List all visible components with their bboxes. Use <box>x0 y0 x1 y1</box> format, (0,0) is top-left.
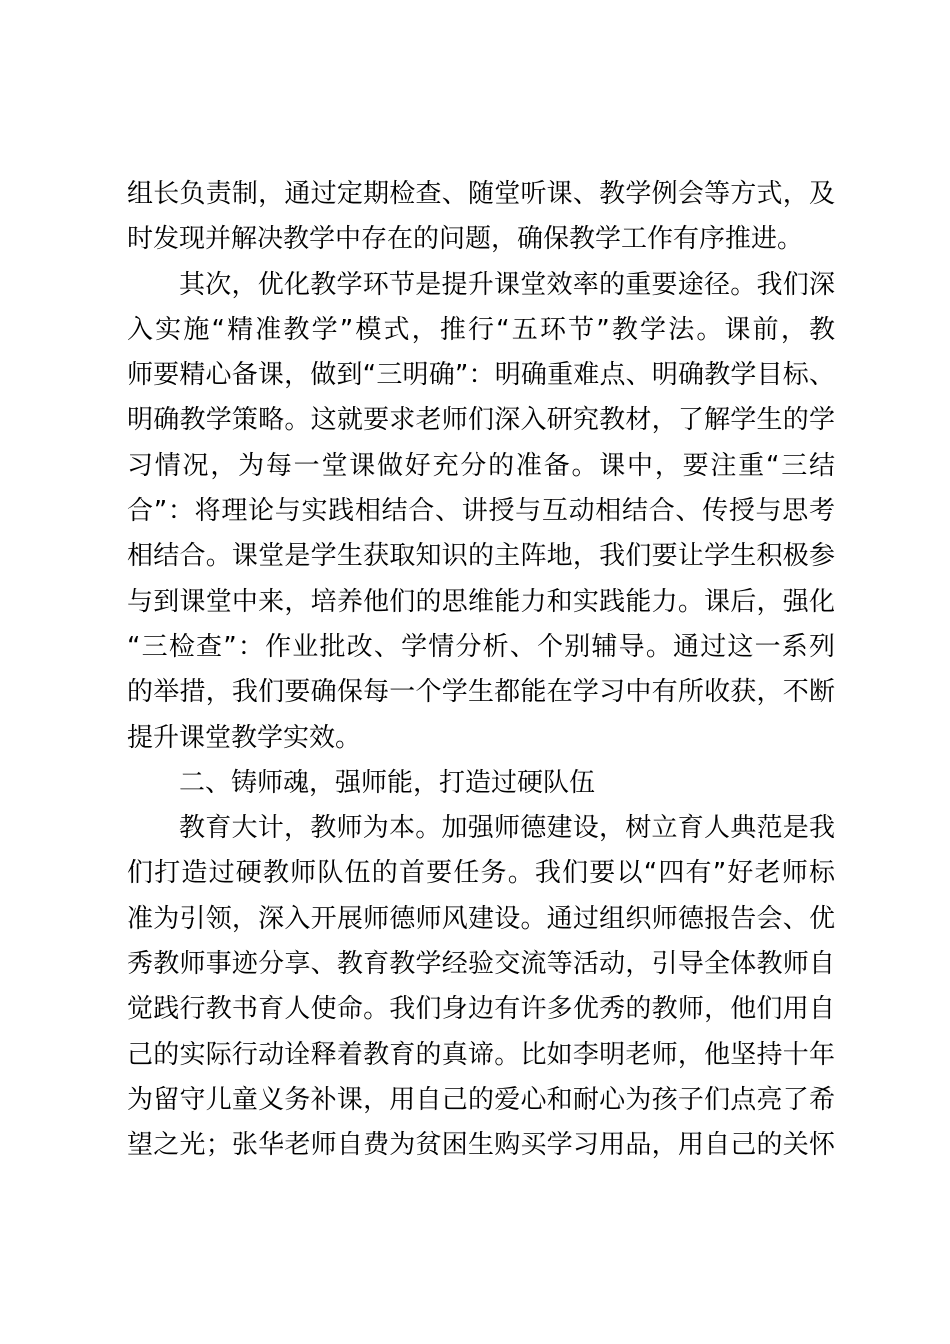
text-line: “三检查”：作业批改、学情分析、个别辅导。通过这一系列 <box>127 631 835 662</box>
text-line: 提升课堂教学实效。 <box>127 722 362 753</box>
text-line: 师要精心备课，做到“三明确”：明确重难点、明确教学目标、 <box>127 360 835 391</box>
text-line: 相结合。课堂是学生获取知识的主阵地，我们要让学生积极参 <box>127 541 835 572</box>
text-line: 望之光；张华老师自费为贫困生购买学习用品，用自己的关怀 <box>127 1130 835 1161</box>
text-line: 觉践行教书育人使命。我们身边有许多优秀的教师，他们用自 <box>127 994 835 1025</box>
document-body <box>127 172 835 1169</box>
text-line: 秀教师事迹分享、教育教学经验交流等活动，引导全体教师自 <box>127 949 835 980</box>
text-line: 习情况，为每一堂课做好充分的准备。课中，要注重“三结 <box>127 450 835 481</box>
text-line: 入实施“精准教学”模式，推行“五环节”教学法。课前，教 <box>127 314 835 345</box>
text-line: 的举措，我们要确保每一个学生都能在学习中有所收获，不断 <box>127 677 835 708</box>
text-line: 己的实际行动诠释着教育的真谛。比如李明老师，他坚持十年 <box>127 1039 835 1070</box>
text-line: 合”：将理论与实践相结合、讲授与互动相结合、传授与思考 <box>127 496 835 527</box>
text-line: 时发现并解决教学中存在的问题，确保教学工作有序推进。 <box>127 224 804 255</box>
text-line: 为留守儿童义务补课，用自己的爱心和耐心为孩子们点亮了希 <box>127 1084 835 1115</box>
text-line: 其次，优化教学环节是提升课堂效率的重要途径。我们深 <box>179 269 835 300</box>
text-line: 明确教学策略。这就要求老师们深入研究教材，了解学生的学 <box>127 405 835 436</box>
section-heading: 二、铸师魂，强师能，打造过硬队伍 <box>179 767 596 798</box>
text-line: 与到课堂中来，培养他们的思维能力和实践能力。课后，强化 <box>127 586 835 617</box>
text-line: 教育大计，教师为本。加强师德建设，树立育人典范是我 <box>179 813 835 844</box>
text-line: 组长负责制，通过定期检查、随堂听课、教学例会等方式，及 <box>127 179 835 209</box>
text-line: 们打造过硬教师队伍的首要任务。我们要以“四有”好老师标 <box>127 858 835 889</box>
text-line: 准为引领，深入开展师德师风建设。通过组织师德报告会、优 <box>127 903 835 934</box>
